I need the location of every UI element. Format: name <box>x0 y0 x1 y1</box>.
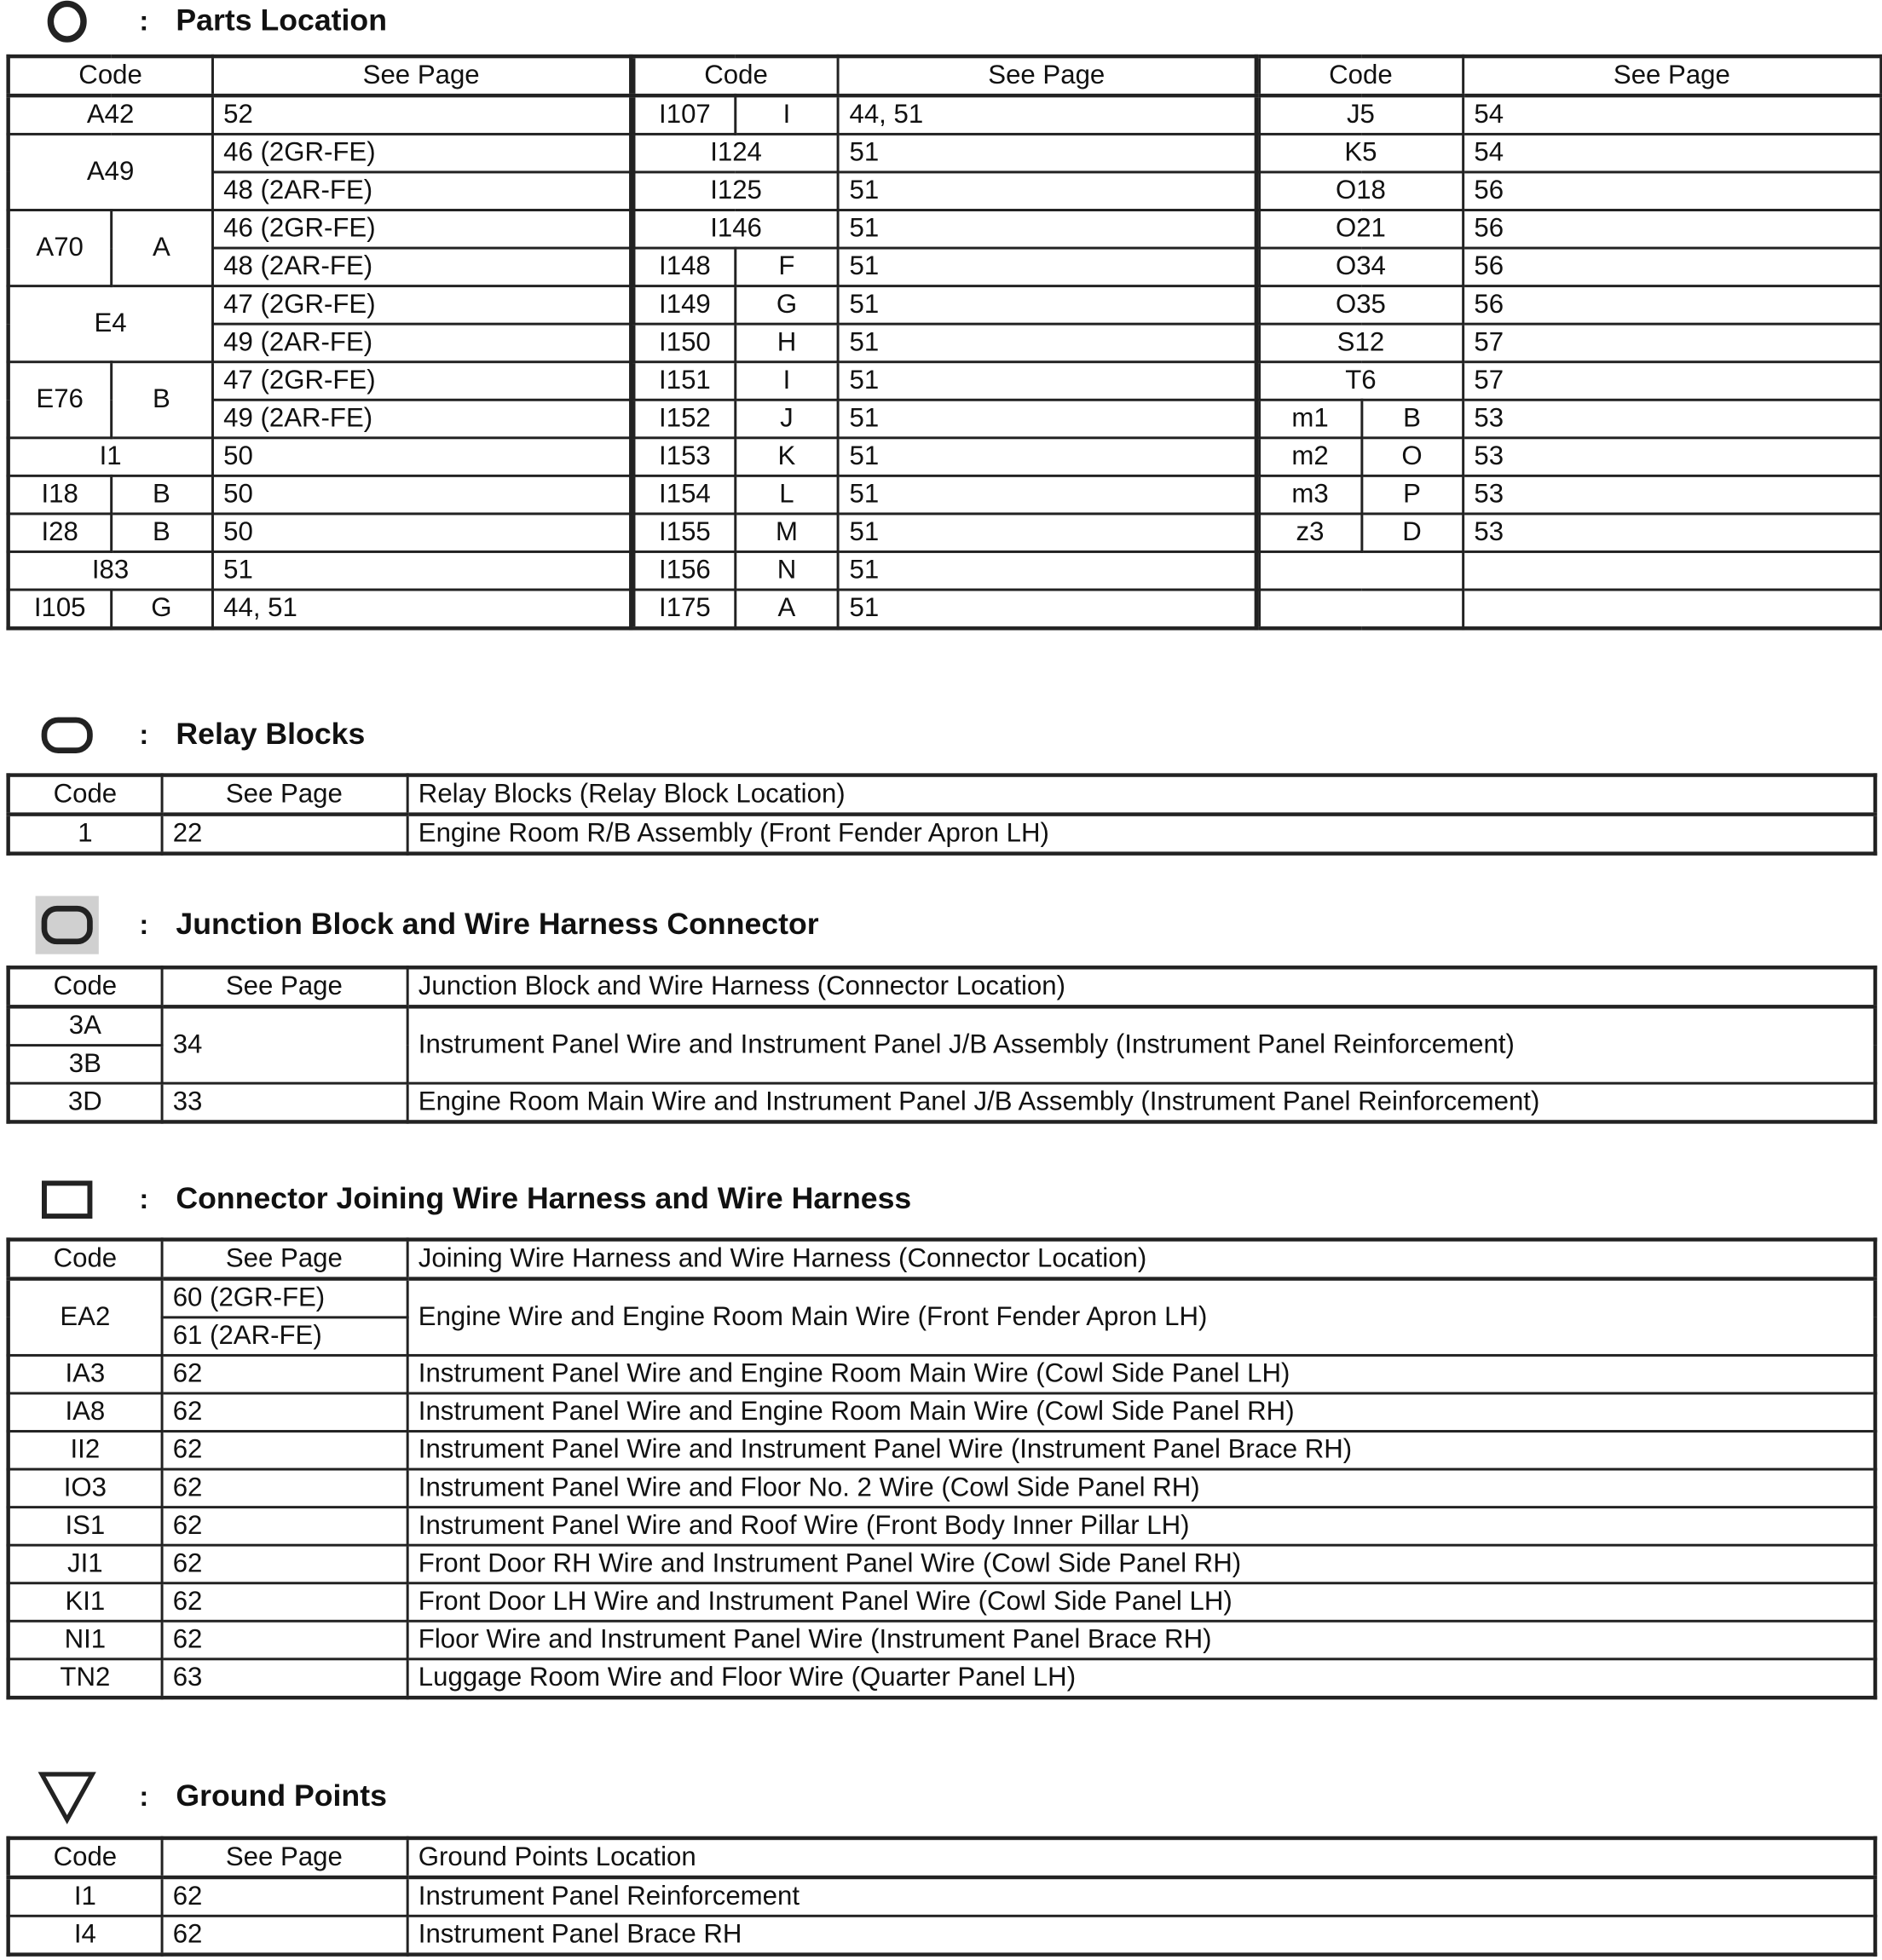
see-page: 62 <box>161 1916 407 1954</box>
part-code: I125 <box>634 172 838 210</box>
see-page: 53 <box>1463 476 1882 514</box>
part-code: m2 <box>1259 438 1361 476</box>
table-row <box>9 551 632 590</box>
column-header-code: Code <box>9 56 212 95</box>
location-description: Instrument Panel Brace RH <box>407 1916 1875 1954</box>
table-row <box>634 210 1256 249</box>
part-code: m3 <box>1259 476 1361 514</box>
table-row <box>9 1432 1875 1470</box>
colon: : <box>139 908 149 941</box>
part-code: S12 <box>1259 324 1463 362</box>
see-page: 46 (2GR-FE) <box>212 134 632 172</box>
location-description: Engine Wire and Engine Room Main Wire (Front Fender Apron LH) <box>407 1279 1875 1356</box>
see-page: 47 (2GR-FE) <box>212 362 632 401</box>
part-code: I107 <box>634 95 736 134</box>
code: JI1 <box>9 1545 162 1583</box>
ground-points-table <box>6 1836 1877 1957</box>
see-page: 48 (2AR-FE) <box>212 172 632 210</box>
code: I1 <box>9 1877 162 1916</box>
column-header-code: Code <box>9 1240 162 1279</box>
see-page: 57 <box>1463 324 1882 362</box>
code: I4 <box>9 1916 162 1954</box>
part-code: I83 <box>9 551 212 590</box>
see-page: 62 <box>161 1507 407 1546</box>
see-page: 34 <box>161 1006 407 1083</box>
part-code: I151 <box>634 362 736 401</box>
code: II2 <box>9 1432 162 1470</box>
location-description: Instrument Panel Wire and Instrument Panel Wire (Instrument Panel Brace RH) <box>407 1432 1875 1470</box>
column-header-see-page: See Page <box>161 775 407 815</box>
column-header-location: Ground Points Location <box>407 1838 1875 1877</box>
part-code: I105 <box>9 590 111 628</box>
see-page: 51 <box>838 400 1256 438</box>
table-row <box>634 438 1256 476</box>
down-triangle-icon <box>36 1769 99 1825</box>
part-code <box>1259 551 1463 590</box>
see-page: 51 <box>838 248 1256 286</box>
table-row <box>9 1659 1875 1698</box>
location-description: Instrument Panel Wire and Instrument Panel J/B Assembly (Instrument Panel Reinforcement) <box>407 1006 1875 1083</box>
part-code: O18 <box>1259 172 1463 210</box>
table-row <box>1259 514 1882 552</box>
column-header-location: Junction Block and Wire Harness (Connector Location) <box>407 967 1875 1006</box>
part-code: A49 <box>9 134 212 210</box>
part-sub-code: B <box>111 514 212 552</box>
see-page: 47 (2GR-FE) <box>212 286 632 325</box>
part-sub-code: I <box>736 362 838 401</box>
table-row <box>1259 95 1882 134</box>
table-row <box>634 362 1256 401</box>
table-row <box>9 1621 1875 1659</box>
part-code <box>1259 590 1463 628</box>
see-page: 54 <box>1463 95 1882 134</box>
table-row <box>9 134 632 172</box>
part-code: I153 <box>634 438 736 476</box>
connector-joining-table <box>6 1237 1877 1699</box>
see-page: 63 <box>161 1659 407 1698</box>
section-title-text: Connector Joining Wire Harness and Wire Harness <box>176 1181 912 1217</box>
see-page: 33 <box>161 1083 407 1121</box>
part-sub-code: A <box>111 210 212 286</box>
see-page: 62 <box>161 1621 407 1659</box>
part-code: I175 <box>634 590 736 628</box>
see-page: 53 <box>1463 514 1882 552</box>
part-code: O21 <box>1259 210 1463 249</box>
table-row <box>1259 400 1882 438</box>
column-header-see-page: See Page <box>161 1240 407 1279</box>
table-row <box>9 1355 1875 1393</box>
code: NI1 <box>9 1621 162 1659</box>
part-code: I149 <box>634 286 736 325</box>
part-sub-code: I <box>736 95 838 134</box>
part-sub-code: M <box>736 514 838 552</box>
see-page: 62 <box>161 1355 407 1393</box>
table-row <box>1259 172 1882 210</box>
table-row <box>9 1083 1875 1121</box>
part-code: I150 <box>634 324 736 362</box>
table-row <box>9 1545 1875 1583</box>
column-header-see-page: See Page <box>212 56 632 95</box>
table-row <box>9 476 632 514</box>
see-page: 51 <box>838 134 1256 172</box>
column-header-code: Code <box>9 775 162 815</box>
location-description: Front Door LH Wire and Instrument Panel Wire (Cowl Side Panel LH) <box>407 1583 1875 1622</box>
see-page: 51 <box>838 438 1256 476</box>
part-sub-code: B <box>111 476 212 514</box>
table-row <box>1259 134 1882 172</box>
see-page: 62 <box>161 1469 407 1507</box>
table-row <box>9 815 1875 854</box>
colon: : <box>139 1183 149 1215</box>
part-sub-code: F <box>736 248 838 286</box>
code: KI1 <box>9 1583 162 1622</box>
see-page: 57 <box>1463 362 1882 401</box>
table-row <box>9 1583 1875 1622</box>
part-sub-code: L <box>736 476 838 514</box>
see-page: 51 <box>838 210 1256 249</box>
table-row <box>634 95 1256 134</box>
table-row <box>634 514 1256 552</box>
part-sub-code: K <box>736 438 838 476</box>
part-sub-code: D <box>1361 514 1463 552</box>
see-page: 51 <box>838 590 1256 628</box>
see-page: 51 <box>838 324 1256 362</box>
column-header-code: Code <box>1259 56 1463 95</box>
code: TN2 <box>9 1659 162 1698</box>
see-page: 51 <box>838 514 1256 552</box>
part-code: J5 <box>1259 95 1463 134</box>
see-page: 46 (2GR-FE) <box>212 210 632 249</box>
parts-location-group-1 <box>6 55 632 631</box>
table-row <box>1259 286 1882 325</box>
column-header-code: Code <box>9 967 162 1006</box>
see-page <box>1463 590 1882 628</box>
code: IS1 <box>9 1507 162 1546</box>
table-row <box>9 438 632 476</box>
part-code: E76 <box>9 362 111 438</box>
table-row <box>634 248 1256 286</box>
location-description: Floor Wire and Instrument Panel Wire (Instrument Panel Brace RH) <box>407 1621 1875 1659</box>
part-sub-code: B <box>111 362 212 438</box>
code: IA8 <box>9 1393 162 1432</box>
column-header-see-page: See Page <box>838 56 1256 95</box>
section-title-text: Junction Block and Wire Harness Connector <box>176 907 819 942</box>
see-page: 49 (2AR-FE) <box>212 400 632 438</box>
table-row <box>634 551 1256 590</box>
part-sub-code: B <box>1361 400 1463 438</box>
see-page: 51 <box>838 286 1256 325</box>
see-page: 44, 51 <box>212 590 632 628</box>
table-row <box>9 1916 1875 1954</box>
column-header-code: Code <box>634 56 838 95</box>
shaded-rounded-rectangle-icon <box>36 897 99 953</box>
part-code: I154 <box>634 476 736 514</box>
see-page: 51 <box>212 551 632 590</box>
table-row <box>1259 248 1882 286</box>
column-header-see-page: See Page <box>161 967 407 1006</box>
table-row <box>634 590 1256 628</box>
column-header-see-page: See Page <box>161 1838 407 1877</box>
part-sub-code: A <box>736 590 838 628</box>
part-sub-code: G <box>111 590 212 628</box>
table-row <box>1259 551 1882 590</box>
see-page: 52 <box>212 95 632 134</box>
table-row <box>9 95 632 134</box>
table-row <box>1259 210 1882 249</box>
code: IA3 <box>9 1355 162 1393</box>
see-page: 22 <box>161 815 407 854</box>
see-page: 51 <box>838 476 1256 514</box>
column-header-code: Code <box>9 1838 162 1877</box>
see-page: 51 <box>838 172 1256 210</box>
table-row <box>9 1877 1875 1916</box>
code: IO3 <box>9 1469 162 1507</box>
table-row <box>634 134 1256 172</box>
location-description: Engine Room Main Wire and Instrument Panel J/B Assembly (Instrument Panel Reinforcement) <box>407 1083 1875 1121</box>
location-description: Engine Room R/B Assembly (Front Fender Apron LH) <box>407 815 1875 854</box>
part-code: I156 <box>634 551 736 590</box>
junction-block-table <box>6 966 1877 1124</box>
code: EA2 <box>9 1279 162 1356</box>
table-row <box>9 590 632 628</box>
see-page: 60 (2GR-FE) <box>161 1279 407 1317</box>
table-row <box>9 1393 1875 1432</box>
table-row <box>634 476 1256 514</box>
table-row <box>1259 362 1882 401</box>
see-page: 50 <box>212 514 632 552</box>
location-description: Instrument Panel Wire and Engine Room Main Wire (Cowl Side Panel LH) <box>407 1355 1875 1393</box>
part-code: I148 <box>634 248 736 286</box>
table-row <box>9 286 632 325</box>
column-header-location: Joining Wire Harness and Wire Harness (Connector Location) <box>407 1240 1875 1279</box>
table-row <box>1259 324 1882 362</box>
part-code: I146 <box>634 210 838 249</box>
colon: : <box>139 718 149 751</box>
table-row <box>634 172 1256 210</box>
part-code: m1 <box>1259 400 1361 438</box>
location-description: Instrument Panel Wire and Engine Room Main Wire (Cowl Side Panel RH) <box>407 1393 1875 1432</box>
part-code: I124 <box>634 134 838 172</box>
part-code: A70 <box>9 210 111 286</box>
location-description: Luggage Room Wire and Floor Wire (Quarter Panel LH) <box>407 1659 1875 1698</box>
see-page: 48 (2AR-FE) <box>212 248 632 286</box>
code: 3B <box>9 1046 162 1084</box>
table-row <box>1259 590 1882 628</box>
code: 3A <box>9 1006 162 1045</box>
see-page: 51 <box>838 362 1256 401</box>
see-page: 53 <box>1463 400 1882 438</box>
part-code: A42 <box>9 95 212 134</box>
part-sub-code: G <box>736 286 838 325</box>
rounded-rectangle-icon <box>36 707 99 763</box>
part-code: I155 <box>634 514 736 552</box>
square-icon <box>36 1172 99 1227</box>
part-code: T6 <box>1259 362 1463 401</box>
colon: : <box>139 1780 149 1813</box>
table-row <box>1259 476 1882 514</box>
part-code: K5 <box>1259 134 1463 172</box>
part-code: I152 <box>634 400 736 438</box>
see-page: 56 <box>1463 286 1882 325</box>
part-code: O35 <box>1259 286 1463 325</box>
see-page: 53 <box>1463 438 1882 476</box>
table-row <box>9 362 632 401</box>
see-page: 56 <box>1463 248 1882 286</box>
table-row <box>9 1006 1875 1045</box>
see-page: 61 (2AR-FE) <box>161 1317 407 1356</box>
location-description: Front Door RH Wire and Instrument Panel Wire (Cowl Side Panel RH) <box>407 1545 1875 1583</box>
see-page: 54 <box>1463 134 1882 172</box>
see-page: 51 <box>838 551 1256 590</box>
code: 3D <box>9 1083 162 1121</box>
part-code: O34 <box>1259 248 1463 286</box>
see-page: 44, 51 <box>838 95 1256 134</box>
table-row <box>9 210 632 249</box>
code: 1 <box>9 815 162 854</box>
colon: : <box>139 4 149 37</box>
see-page: 62 <box>161 1393 407 1432</box>
table-row <box>1259 438 1882 476</box>
section-title-text: Ground Points <box>176 1778 387 1814</box>
table-row <box>9 1469 1875 1507</box>
part-sub-code: H <box>736 324 838 362</box>
part-code: E4 <box>9 286 212 362</box>
part-code: I1 <box>9 438 212 476</box>
part-code: I18 <box>9 476 111 514</box>
see-page <box>1463 551 1882 590</box>
see-page: 62 <box>161 1583 407 1622</box>
see-page: 56 <box>1463 210 1882 249</box>
parts-location-group-2 <box>633 55 1258 631</box>
see-page: 49 (2AR-FE) <box>212 324 632 362</box>
see-page: 62 <box>161 1432 407 1470</box>
column-header-location: Relay Blocks (Relay Block Location) <box>407 775 1875 815</box>
see-page: 50 <box>212 438 632 476</box>
see-page: 62 <box>161 1877 407 1916</box>
table-row <box>9 1507 1875 1546</box>
part-sub-code: O <box>1361 438 1463 476</box>
parts-location-group-3 <box>1257 55 1882 631</box>
location-description: Instrument Panel Wire and Roof Wire (Front Body Inner Pillar LH) <box>407 1507 1875 1546</box>
location-description: Instrument Panel Wire and Floor No. 2 Wire (Cowl Side Panel RH) <box>407 1469 1875 1507</box>
column-header-see-page: See Page <box>1463 56 1882 95</box>
relay-blocks-table <box>6 773 1877 856</box>
section-title-text: Parts Location <box>176 3 387 38</box>
circle-icon <box>36 0 99 49</box>
part-sub-code: N <box>736 551 838 590</box>
parts-location-table <box>6 55 1882 631</box>
location-description: Instrument Panel Reinforcement <box>407 1877 1875 1916</box>
part-sub-code: J <box>736 400 838 438</box>
table-row <box>634 324 1256 362</box>
table-row <box>634 286 1256 325</box>
part-sub-code: P <box>1361 476 1463 514</box>
table-row <box>9 514 632 552</box>
see-page: 56 <box>1463 172 1882 210</box>
see-page: 62 <box>161 1545 407 1583</box>
part-code: z3 <box>1259 514 1361 552</box>
part-code: I28 <box>9 514 111 552</box>
section-title-text: Relay Blocks <box>176 717 366 752</box>
table-row <box>9 1279 1875 1317</box>
table-row <box>634 400 1256 438</box>
see-page: 50 <box>212 476 632 514</box>
